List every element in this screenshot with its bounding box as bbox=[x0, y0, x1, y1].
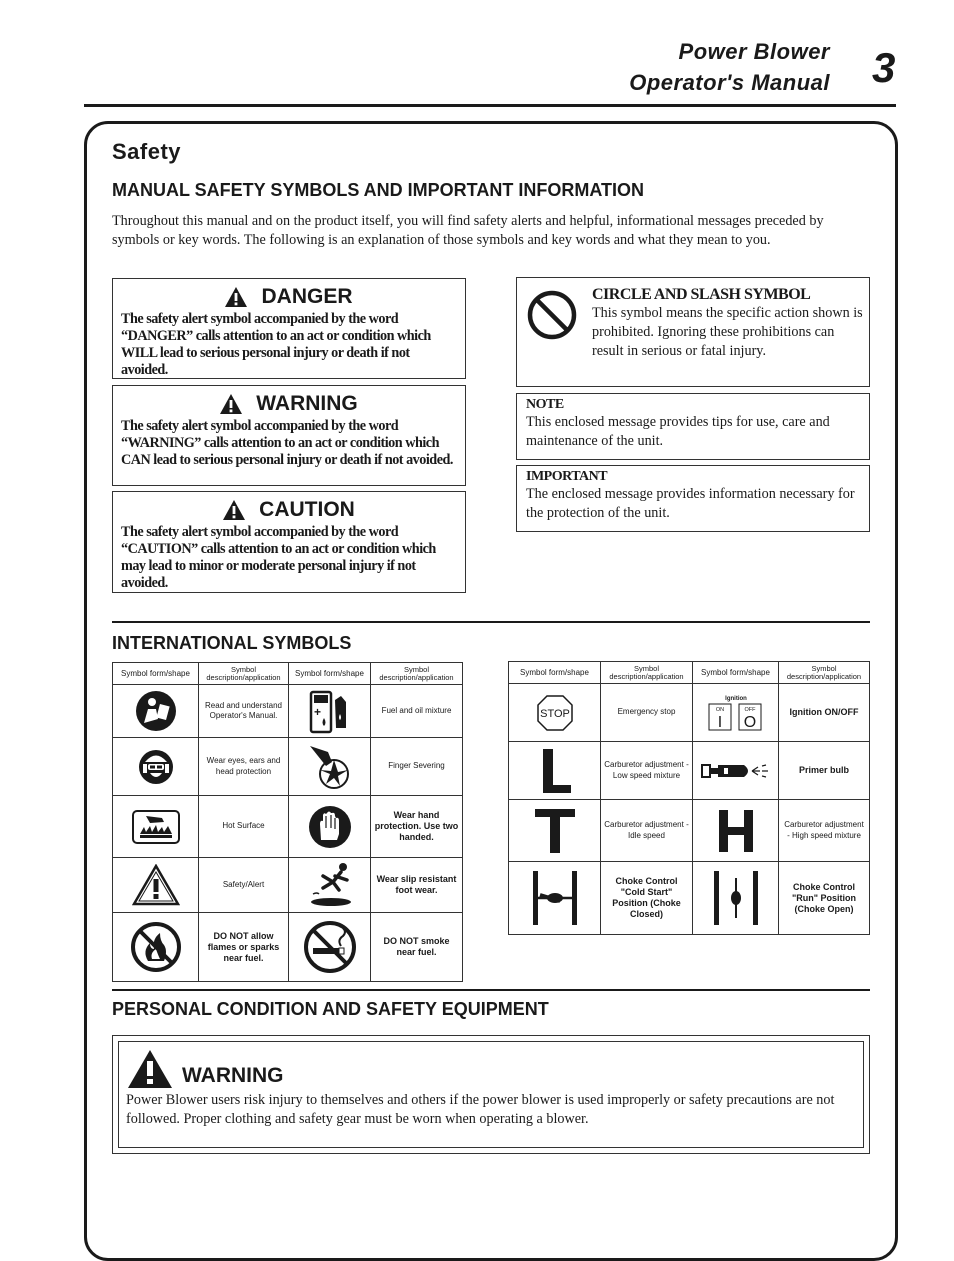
slip-resistant-footwear-icon bbox=[289, 858, 371, 913]
table-row bbox=[113, 738, 463, 796]
col-header-symbol: Symbol form/shape bbox=[693, 662, 779, 684]
note-box bbox=[516, 393, 870, 460]
table-row bbox=[509, 800, 870, 862]
note-title: NOTE bbox=[526, 397, 564, 412]
symbol-desc: Choke Control "Run" Position (Choke Open) bbox=[779, 862, 870, 935]
no-flames-icon bbox=[113, 913, 199, 982]
note-text: This enclosed message provides tips for use, care and maintenance of the unit. bbox=[526, 414, 830, 449]
intro-paragraph: Throughout this manual and on the product itself, you will find safety alerts and helpful, informational messages preceded by symbols or key words. The following is an explanation of those symbols and key words and what they mean to you. bbox=[112, 213, 824, 248]
symbol-desc: Primer bulb bbox=[779, 742, 870, 800]
symbol-desc: Hot Surface bbox=[199, 796, 289, 858]
finger-severing-icon bbox=[289, 738, 371, 796]
symbol-desc: Carburetor adjustment - Low speed mixture bbox=[601, 742, 693, 800]
circle-slash-icon bbox=[527, 290, 577, 340]
on-mark: I bbox=[717, 713, 722, 731]
header-rule bbox=[84, 104, 896, 107]
safety-alert-icon bbox=[225, 287, 247, 307]
fuel-oil-mixture-icon bbox=[289, 685, 371, 738]
symbol-desc: Choke Control "Cold Start" Position (Choke Closed) bbox=[601, 862, 693, 935]
caution-word: CAUTION bbox=[259, 498, 355, 521]
personal-warning-word: WARNING bbox=[182, 1064, 284, 1087]
low-speed-l-icon bbox=[509, 742, 601, 800]
col-header-symbol: Symbol form/shape bbox=[509, 662, 601, 684]
section-title: Safety bbox=[112, 139, 182, 164]
symbol-desc: Wear hand protection. Use two handed. bbox=[371, 796, 463, 858]
section-divider bbox=[112, 621, 870, 623]
safety-alert-icon bbox=[113, 858, 199, 913]
caution-text: The safety alert symbol accompanied by the word “CAUTION” calls attention to an act or condition which may lead to minor or moderate personal injury if not avoided. bbox=[121, 524, 436, 591]
choke-closed-icon bbox=[509, 862, 601, 935]
symbol-desc: Carburetor adjustment - High speed mixture bbox=[779, 800, 870, 862]
safety-alert-icon bbox=[128, 1050, 172, 1088]
table-row bbox=[113, 858, 463, 913]
page-number: 3 bbox=[872, 44, 896, 91]
important-box bbox=[516, 465, 870, 532]
warning-box bbox=[112, 385, 466, 486]
svg-text:+: + bbox=[313, 705, 321, 719]
circle-slash-title: CIRCLE AND SLASH SYMBOL bbox=[592, 286, 811, 303]
symbol-desc: Finger Severing bbox=[371, 738, 463, 796]
symbol-desc: Wear eyes, ears and head protection bbox=[199, 738, 289, 796]
symbol-desc: Safety/Alert bbox=[199, 858, 289, 913]
table-row bbox=[509, 862, 870, 935]
hot-surface-icon bbox=[113, 796, 199, 858]
safety-alert-icon bbox=[220, 394, 242, 414]
table-row bbox=[113, 796, 463, 858]
warning-word: WARNING bbox=[256, 392, 358, 415]
col-header-desc: Symbol description/application bbox=[779, 662, 870, 684]
international-symbols-table-right bbox=[508, 661, 870, 935]
symbol-desc: Ignition ON/OFF bbox=[779, 684, 870, 742]
international-symbols-table-left bbox=[112, 662, 463, 982]
circle-slash-text: This symbol means the specific action shown is prohibited. Ignoring these prohibitions can result in serious or fatal injury. bbox=[592, 305, 863, 359]
international-heading: INTERNATIONAL SYMBOLS bbox=[112, 633, 352, 653]
section-divider bbox=[112, 989, 870, 991]
eye-ear-head-protection-icon bbox=[113, 738, 199, 796]
personal-warning-text: Power Blower users risk injury to themselves and others if the power blower is used improperly or safety precautions are not followed. Proper clothing and safety gear must be worn when operating a blower. bbox=[126, 1092, 835, 1127]
warning-text: The safety alert symbol accompanied by the word “WARNING” calls attention to an act or condition which CAN lead to serious personal injury or death if not avoided. bbox=[121, 418, 453, 468]
col-header-desc: Symbol description/application bbox=[371, 663, 463, 685]
primer-bulb-icon bbox=[693, 742, 779, 800]
danger-word: DANGER bbox=[261, 285, 353, 308]
high-speed-h-icon bbox=[693, 800, 779, 862]
ignition-switch-icon bbox=[693, 684, 779, 742]
safety-alert-icon bbox=[223, 500, 245, 520]
danger-box bbox=[112, 278, 466, 379]
on-label: ON bbox=[715, 706, 724, 713]
symbol-desc: Read and understand Operator's Manual. bbox=[199, 685, 289, 738]
important-title: IMPORTANT bbox=[526, 469, 608, 484]
symbol-desc: DO NOT allow flames or sparks near fuel. bbox=[199, 913, 289, 982]
table-row bbox=[113, 685, 463, 738]
ignition-label: Ignition bbox=[724, 695, 747, 702]
read-manual-icon bbox=[113, 685, 199, 738]
manual-title-line2: Operator's Manual bbox=[629, 70, 830, 95]
hand-protection-icon bbox=[289, 796, 371, 858]
off-mark: O bbox=[743, 713, 756, 731]
personal-heading: PERSONAL CONDITION AND SAFETY EQUIPMENT bbox=[112, 999, 549, 1019]
circle-slash-box bbox=[516, 277, 870, 387]
symbol-desc: Carburetor adjustment - Idle speed bbox=[601, 800, 693, 862]
danger-text: The safety alert symbol accompanied by the word “DANGER” calls attention to an act or condition which WILL lead to serious personal injury or death if not avoided. bbox=[121, 311, 431, 378]
important-text: The enclosed message provides information necessary for the protection of the unit. bbox=[526, 486, 855, 521]
table-row bbox=[509, 684, 870, 742]
col-header-symbol: Symbol form/shape bbox=[289, 663, 371, 685]
caution-box bbox=[112, 491, 466, 593]
table-row bbox=[509, 742, 870, 800]
col-header-desc: Symbol description/application bbox=[601, 662, 693, 684]
stop-sign-text: STOP bbox=[539, 707, 570, 720]
col-header-desc: Symbol description/application bbox=[199, 663, 289, 685]
stop-sign-icon bbox=[509, 684, 601, 742]
symbol-desc: Emergency stop bbox=[601, 684, 693, 742]
table-row bbox=[113, 913, 463, 982]
manual-title bbox=[629, 36, 830, 98]
manual-symbols-heading: MANUAL SAFETY SYMBOLS AND IMPORTANT INFORMATION bbox=[112, 180, 644, 200]
symbol-desc: DO NOT smoke near fuel. bbox=[371, 913, 463, 982]
choke-open-icon bbox=[693, 862, 779, 935]
idle-speed-t-icon bbox=[509, 800, 601, 862]
symbol-desc: Wear slip resistant foot wear. bbox=[371, 858, 463, 913]
symbol-desc: Fuel and oil mixture bbox=[371, 685, 463, 738]
manual-title-line1: Power Blower bbox=[678, 39, 830, 64]
off-label: OFF bbox=[744, 706, 755, 713]
no-smoking-icon bbox=[289, 913, 371, 982]
col-header-symbol: Symbol form/shape bbox=[113, 663, 199, 685]
